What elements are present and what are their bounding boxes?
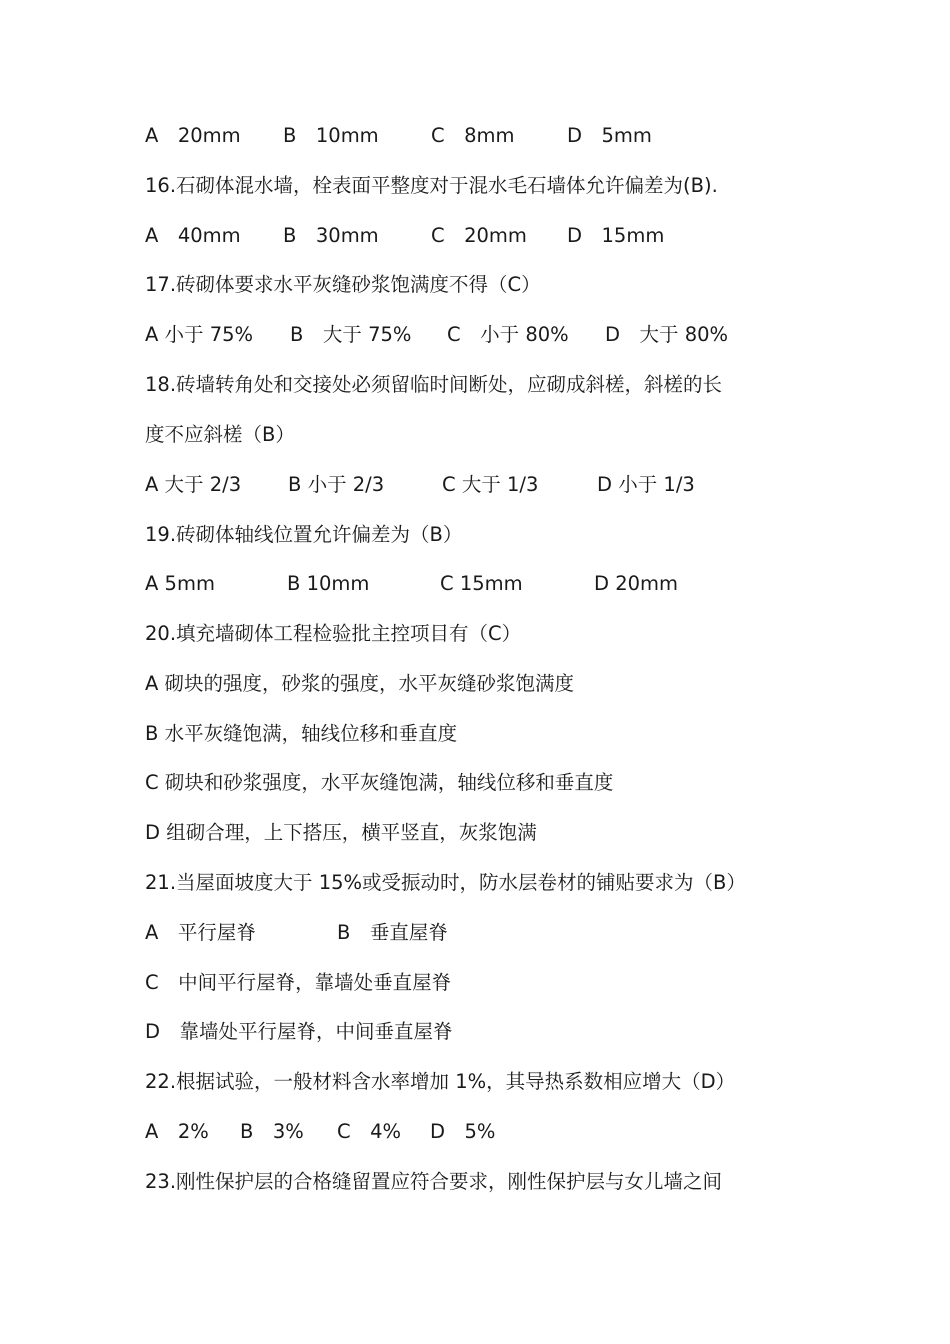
q22-option-b: B 3% — [240, 1120, 304, 1143]
q20-option-c: C 砌块和砂浆强度，水平灰缝饱满，轴线位移和垂直度 — [145, 771, 614, 794]
q15-option-c: C 8mm — [431, 124, 515, 147]
q22-stem: 22.根据试验，一般材料含水率增加 1%，其导热系数相应增大（D） — [145, 1070, 736, 1093]
q17-option-a: A 小于 75% — [145, 323, 254, 346]
q17-options — [145, 322, 845, 348]
q18-option-a: A 大于 2/3 — [145, 473, 242, 496]
q18-options — [145, 472, 845, 498]
q16-stem: 16.石砌体混水墙，栓表面平整度对于混水毛石墙体允许偏差为(B). — [145, 174, 718, 197]
q20-option-a: A 砌块的强度，砂浆的强度，水平灰缝砂浆饱满度 — [145, 672, 575, 695]
q16-options — [145, 223, 845, 249]
q19-option-a: A 5mm — [145, 572, 215, 595]
q21-option-b: B 垂直屋脊 — [337, 921, 448, 944]
q22-option-a: A 2% — [145, 1120, 209, 1143]
q20-option-b: B 水平灰缝饱满，轴线位移和垂直度 — [145, 722, 458, 745]
q16-option-d: D 15mm — [567, 224, 665, 247]
q19-options — [145, 571, 845, 597]
q20-stem: 20.填充墙砌体工程检验批主控项目有（C） — [145, 622, 522, 645]
q21-option-a: A 平行屋脊 — [145, 921, 256, 944]
q22-option-c: C 4% — [337, 1120, 402, 1143]
q21-option-d: D 靠墙处平行屋脊，中间垂直屋脊 — [145, 1020, 453, 1043]
q15-option-a: A 20mm — [145, 124, 241, 147]
q21-options-ab — [145, 920, 845, 946]
q15-option-b: B 10mm — [283, 124, 379, 147]
q20-option-d: D 组砌合理，上下搭压，横平竖直，灰浆饱满 — [145, 821, 537, 844]
q19-option-c: C 15mm — [440, 572, 523, 595]
q17-stem: 17.砖砌体要求水平灰缝砂浆饱满度不得（C） — [145, 273, 541, 296]
q18-stem-line2: 度不应斜槎（B） — [145, 423, 295, 446]
q23-stem: 23.刚性保护层的合格缝留置应符合要求，刚性保护层与女儿墙之间 — [145, 1170, 723, 1193]
q22-option-d: D 5% — [430, 1120, 496, 1143]
q21-stem: 21.当屋面坡度大于 15%或受振动时，防水层卷材的铺贴要求为（B） — [145, 871, 746, 894]
q18-option-b: B 小于 2/3 — [288, 473, 385, 496]
q19-option-d: D 20mm — [594, 572, 679, 595]
q16-option-c: C 20mm — [431, 224, 527, 247]
q15-options — [145, 123, 845, 149]
q18-option-d: D 小于 1/3 — [597, 473, 695, 496]
q17-option-b: B 大于 75% — [290, 323, 412, 346]
q17-option-d: D 大于 80% — [605, 323, 729, 346]
q17-option-c: C 小于 80% — [447, 323, 569, 346]
q21-option-c: C 中间平行屋脊，靠墙处垂直屋脊 — [145, 971, 452, 994]
q19-option-b: B 10mm — [287, 572, 370, 595]
q16-option-a: A 40mm — [145, 224, 241, 247]
q16-option-b: B 30mm — [283, 224, 379, 247]
q22-options — [145, 1119, 845, 1145]
q15-option-d: D 5mm — [567, 124, 652, 147]
q18-stem-line1: 18.砖墙转角处和交接处必须留临时间断处，应砌成斜槎，斜槎的长 — [145, 373, 723, 396]
q19-stem: 19.砖砌体轴线位置允许偏差为（B） — [145, 523, 463, 546]
q18-option-c: C 大于 1/3 — [442, 473, 539, 496]
